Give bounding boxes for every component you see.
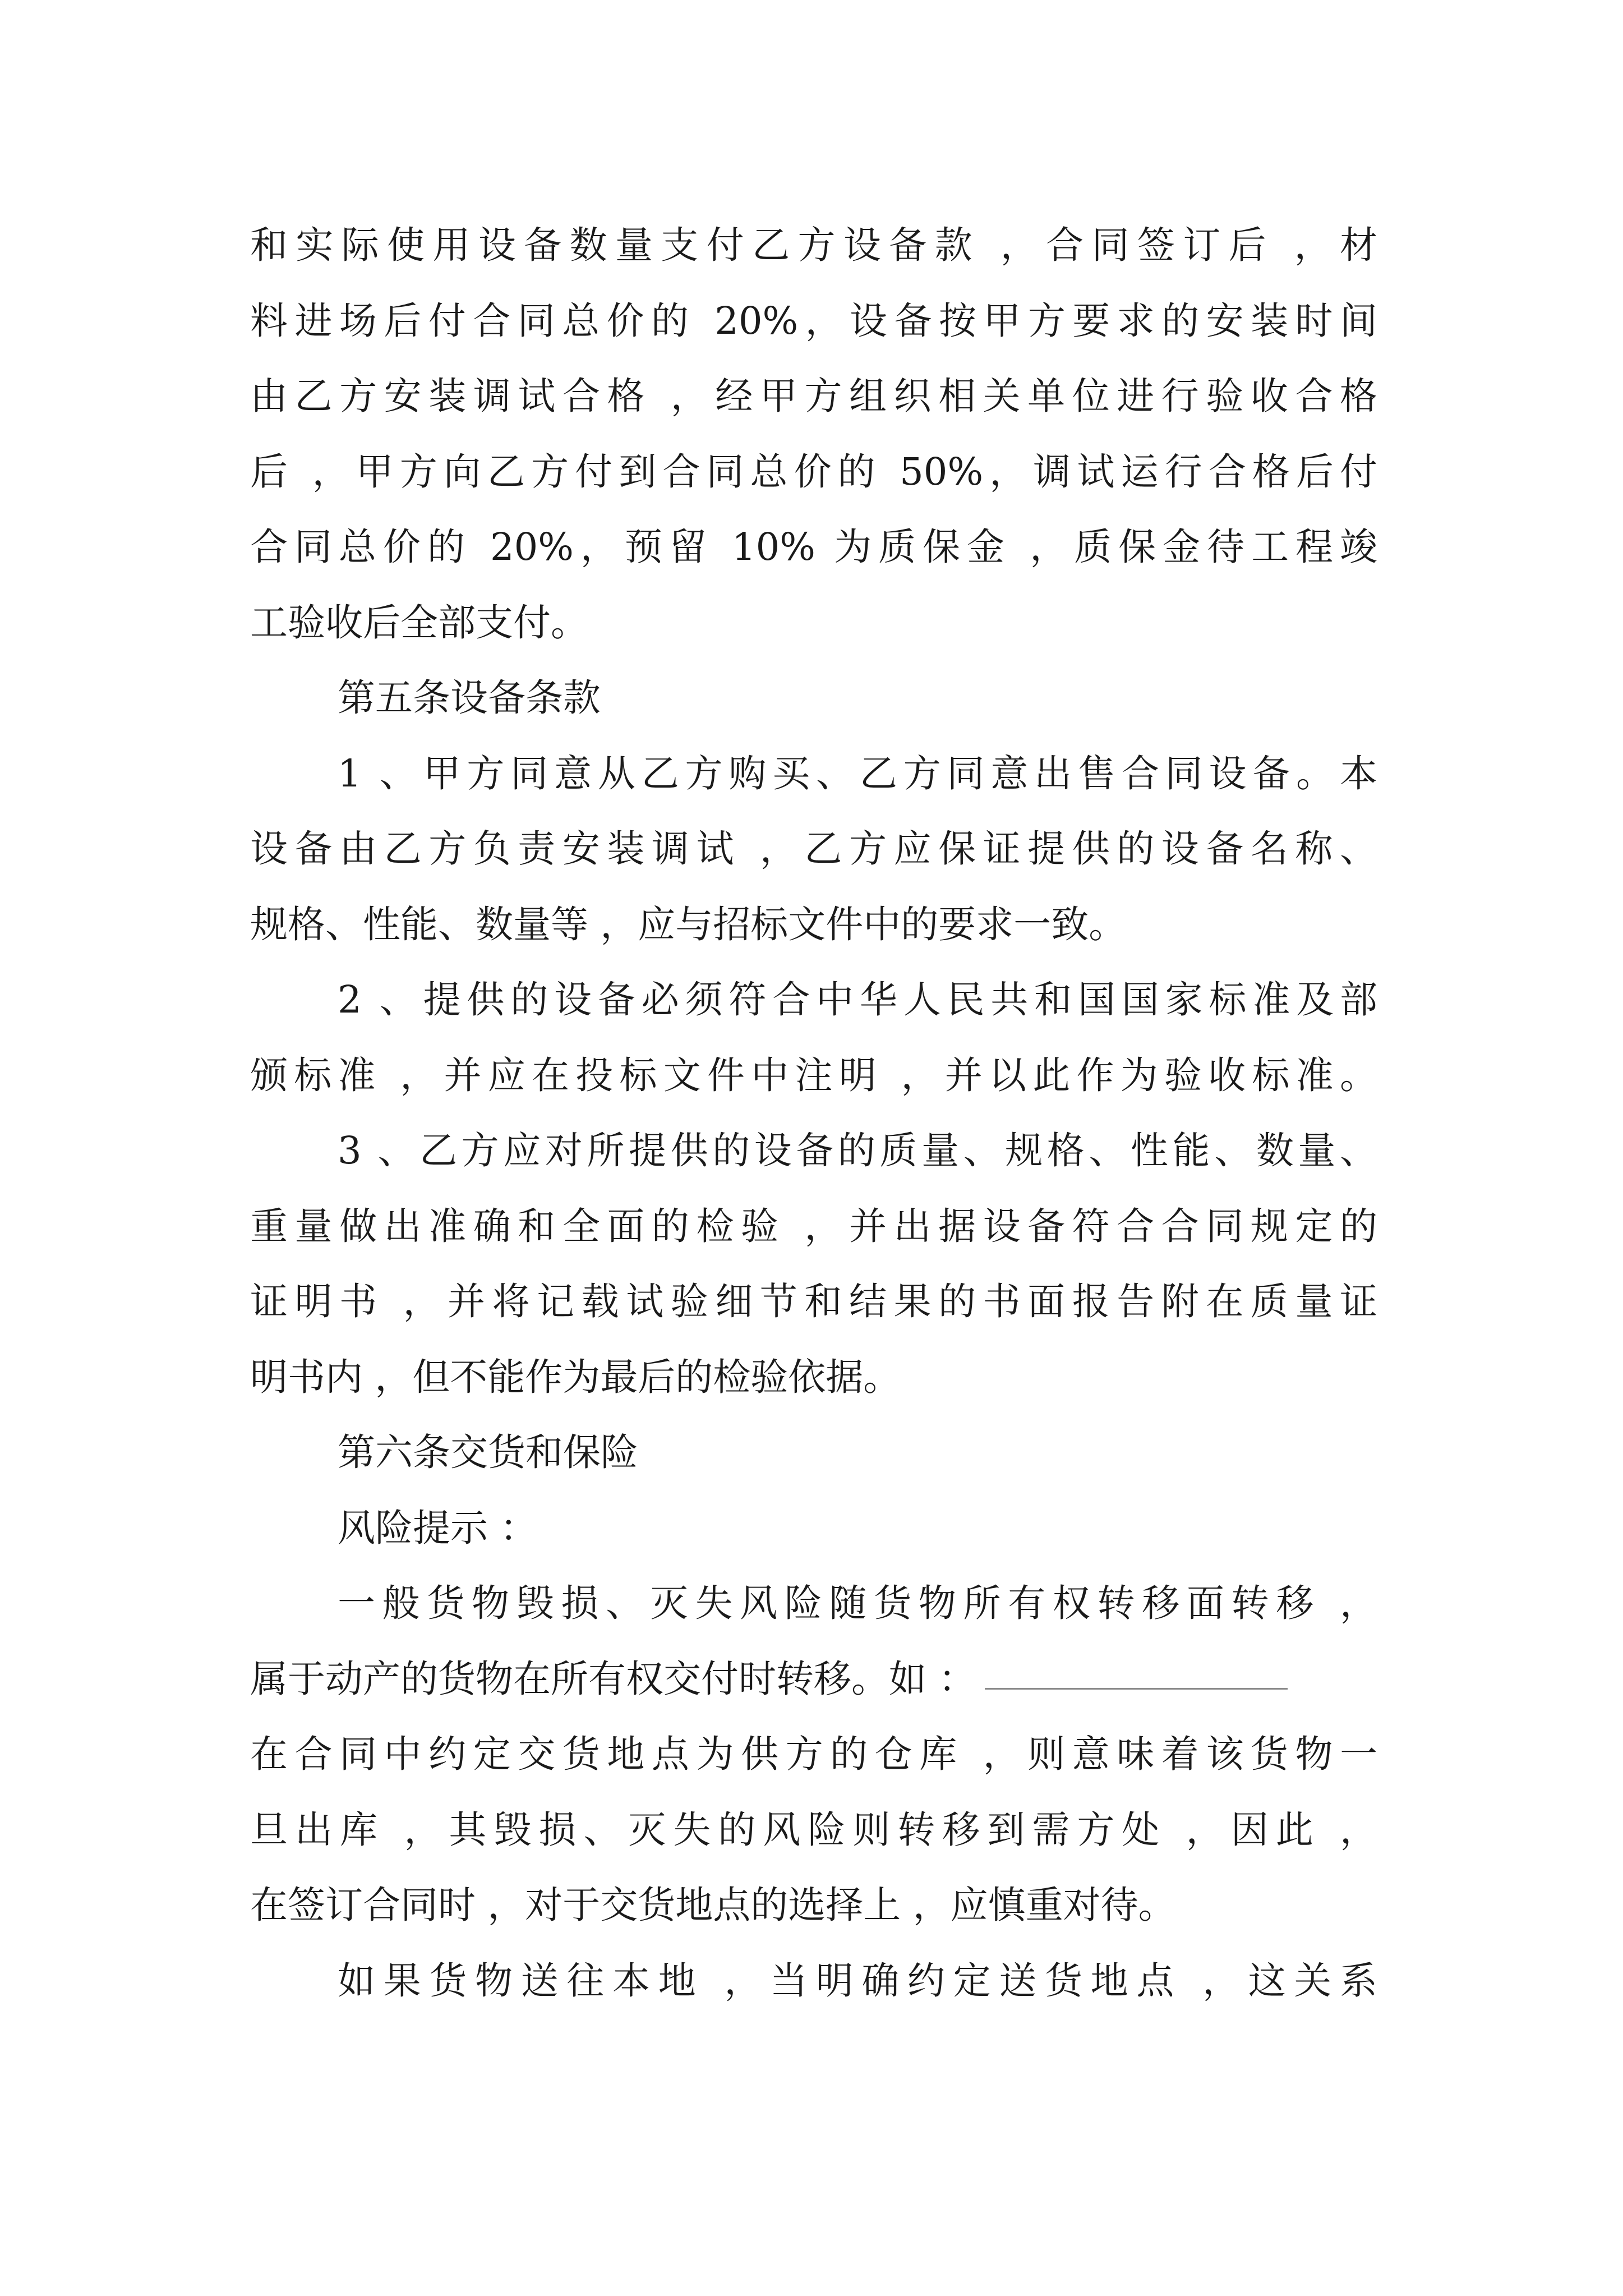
paragraph-line: 由乙方安装调试合格 ，经甲方组织相关单位进行验收合格 <box>250 374 1377 418</box>
paragraph-line: 3 、乙方应对所提供的设备的质量、规格、性能、数量、 <box>338 1129 1377 1172</box>
paragraph-line: 明书内 ，但不能作为最后的检验依据。 <box>250 1355 901 1399</box>
paragraph-line: 合同总价的 20%，预留 10% 为质保金 ，质保金待工程竣 <box>250 525 1377 569</box>
paragraph-line: 料进场后付合同总价的 20%，设备按甲方要求的安装时间 <box>250 299 1377 343</box>
fill-in-blank <box>985 1686 1288 1690</box>
paragraph-line: 颁标准 ，并应在投标文件中注明 ，并以此作为验收标准。 <box>250 1053 1377 1097</box>
paragraph-line: 规格、性能、数量等 ，应与招标文件中的要求一致。 <box>250 903 1127 946</box>
paragraph-line: 2 、提供的设备必须符合中华人民共和国国家标准及部 <box>338 978 1377 1022</box>
paragraph-line: 证明书 ，并将记载试验细节和结果的书面报告附在质量证 <box>250 1280 1377 1323</box>
paragraph-line <box>250 1648 1377 1710</box>
paragraph-line-text: 属于动产的货物在所有权交付时转移。如 ： <box>250 1657 976 1701</box>
paragraph-line: 如果货物送往本地 ，当明确约定送货地点 ，这关系 <box>338 1959 1377 2003</box>
paragraph-line: 旦出库 ，其毁损、灭失的风险则转移到需方处 ，因此 ， <box>250 1808 1377 1852</box>
paragraph-line: 重量做出准确和全面的检验 ，并出据设备符合合同规定的 <box>250 1204 1377 1248</box>
paragraph-line: 设备由乙方负责安装调试 ，乙方应保证提供的设备名称、 <box>250 827 1377 871</box>
paragraph-line: 后 ，甲方向乙方付到合同总价的 50%，调试运行合格后付 <box>250 450 1377 494</box>
paragraph-line: 一般货物毁损、灭失风险随货物所有权转移面转移 ， <box>338 1581 1377 1625</box>
paragraph-line: 在合同中约定交货地点为供方的仓库 ，则意味着该货物一 <box>250 1732 1377 1776</box>
risk-note-label: 风险提示 ： <box>338 1506 538 1550</box>
paragraph-line: 工验收后全部支付。 <box>250 601 588 645</box>
section-heading: 第六条交货和保险 <box>338 1430 638 1474</box>
paragraph-line: 在签订合同时 ，对于交货地点的选择上 ，应慎重对待。 <box>250 1883 1176 1927</box>
paragraph-line: 和实际使用设备数量支付乙方设备款 ，合同签订后 ，材 <box>250 223 1377 267</box>
section-heading: 第五条设备条款 <box>338 676 601 720</box>
paragraph-line: 1 、甲方同意从乙方购买、乙方同意出售合同设备。本 <box>338 752 1377 795</box>
